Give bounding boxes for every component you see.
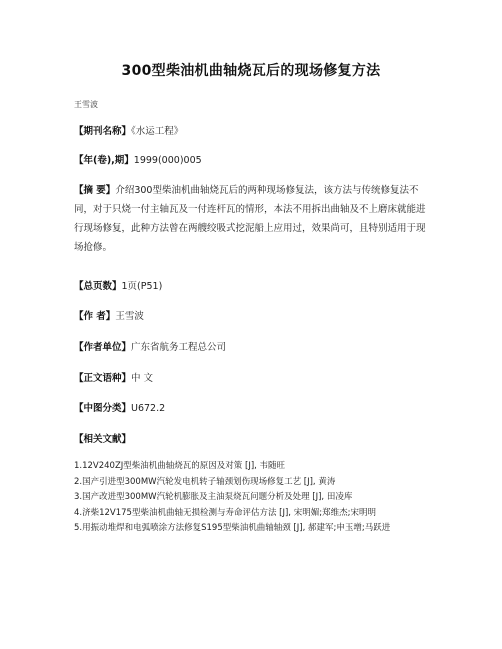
reference-item: 4.济柴12V175型柴油机曲轴无损检测与寿命评估方法 [J], 宋明媚;郑维杰;宋明明	[74, 507, 376, 518]
field-author-value: 王雪波	[115, 311, 144, 322]
field-language	[74, 369, 434, 388]
references-list	[74, 459, 439, 537]
field-clc	[74, 399, 434, 418]
field-pages	[74, 277, 434, 296]
field-year	[74, 151, 434, 170]
field-abstract-label: 【摘 要】	[74, 185, 116, 196]
field-clc-value: U672.2	[131, 403, 166, 414]
field-journal-value: 《水运工程》	[131, 126, 184, 137]
reference-item: 5.用振动堆焊和电弧喷涂方法修复S195型柴油机曲轴轴颈 [J], 郝建军;申玉增;马跃进	[74, 523, 391, 533]
field-journal-label: 【期刊名称】	[74, 126, 132, 137]
reference-item: 1.12V240ZJ型柴油机曲轴烧瓦的原因及对策 [J], 韦随旺	[74, 461, 286, 471]
reference-item: 2.国产引进型300MW汽轮发电机转子轴颈划伤现场修复工艺 [J], 黄涛	[74, 476, 336, 487]
field-language-label: 【正文语种】	[74, 373, 132, 384]
field-journal	[74, 122, 434, 141]
field-related-label: 【相关文献】	[74, 434, 132, 445]
field-pages-value: 1页(P51)	[121, 281, 163, 292]
field-affiliation-label: 【作者单位】	[74, 342, 132, 353]
field-abstract	[74, 181, 434, 257]
field-author-label: 【作 者】	[74, 311, 116, 322]
author-byline: 王雪波	[74, 100, 98, 109]
page-title: 300型柴油机曲轴烧瓦后的现场修复方法	[121, 63, 381, 79]
field-year-label: 【年(卷),期】	[74, 155, 134, 166]
field-affiliation	[74, 338, 434, 357]
field-year-value: 1999(000)005	[133, 155, 202, 166]
field-related	[74, 430, 434, 449]
field-language-value: 中 文	[131, 373, 154, 384]
field-affiliation-value: 广东省航务工程总公司	[131, 342, 227, 353]
field-abstract-value: 介绍300型柴油机曲轴烧瓦后的两种现场修复法，该方法与传统修复法不同，对于只烧一付主轴瓦及一付连杆瓦的情形，本法不用拆出曲轴及不上磨床就能进行现场修复，此种方法曾在两艘绞吸式挖泥船上应用过，效果尚可，且特别适用于现场抢修。	[74, 185, 426, 253]
field-author	[74, 307, 434, 326]
field-clc-label: 【中图分类】	[74, 403, 132, 414]
field-pages-label: 【总页数】	[74, 281, 122, 292]
reference-item: 3.国产改进型300MW汽轮机膨胀及主油泵烧瓦问题分析及处理 [J], 田凌库	[74, 492, 353, 502]
